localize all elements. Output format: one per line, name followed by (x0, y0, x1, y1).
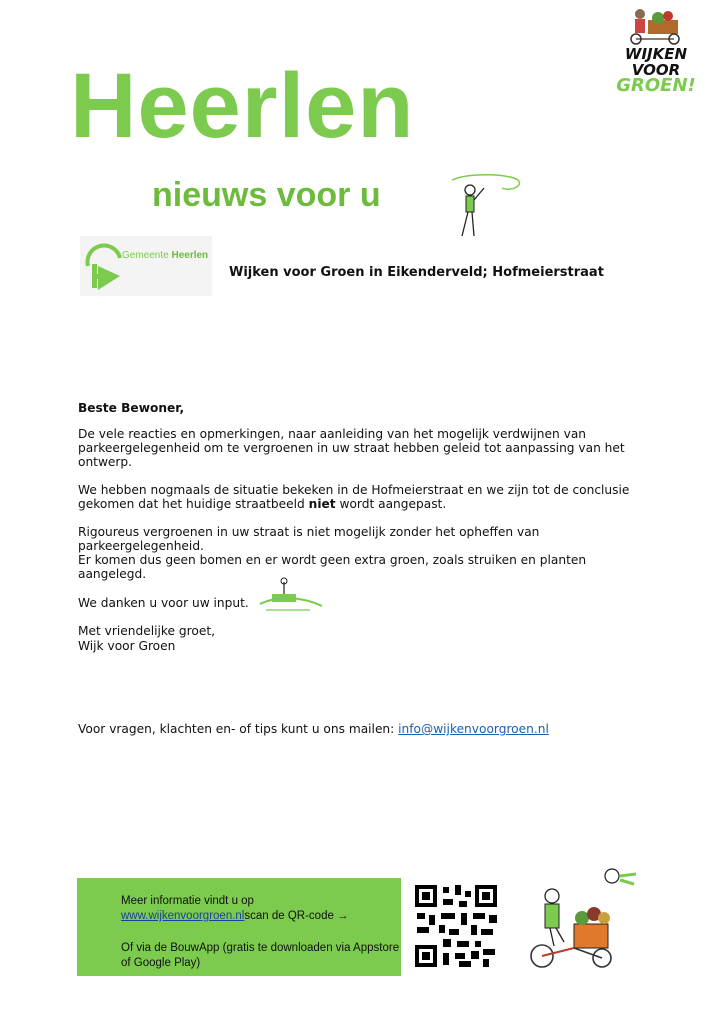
municipality-prefix: Gemeente (122, 250, 169, 261)
page-subtitle: nieuws voor u (152, 176, 381, 214)
paragraph-2 (78, 483, 638, 511)
info-line-3: Of via de BouwApp (gratis te downloaden via Appstore of Google Play) (121, 942, 400, 969)
stick-figure-icon (440, 170, 530, 250)
paragraph-2-start: We hebben nogmaals de situatie bekeken in de Hofmeierstraat en we zijn tot de conclusie gekomen dat het huidige straatbeeld (78, 483, 630, 511)
website-link[interactable]: www.wijkenvoorgroen.nl (121, 910, 245, 922)
brand-line-3: GROEN! (616, 75, 696, 96)
contact-text: Voor vragen, klachten en- of tips kunt u ons mailen: (78, 722, 399, 736)
paragraph-5: We danken u voor uw input. (78, 596, 249, 610)
municipality-logo (80, 236, 212, 296)
municipality-emblem-icon (80, 236, 126, 296)
qr-instruction: scan de QR-code → (244, 910, 349, 922)
paragraph-1: De vele reacties en opmerkingen, naar aanleiding van het mogelijk verdwijnen van parkeergelegenheid om te vergroenen in uw straat hebben geleid tot aanpassing van het ontwerp. (78, 427, 625, 469)
cargo-bike-figure-icon (520, 862, 638, 972)
paragraph-3: Rigoureus vergroenen in uw straat is niet mogelijk zonder het opheffen van parkeergelegenheid. (78, 525, 540, 553)
contact-email-link[interactable]: info@wijkenvoorgroen.nl (398, 722, 549, 736)
closing: Met vriendelijke groet, (78, 624, 215, 638)
page-title: Heerlen (70, 55, 415, 157)
paragraph-2-end: wordt aangepast. (335, 497, 447, 511)
info-line-2 (121, 909, 401, 924)
info-line-1: Meer informatie vindt u op (121, 895, 254, 907)
sprout-icon (256, 576, 326, 616)
municipality-name: Heerlen (171, 250, 209, 261)
municipality-logo-text (122, 250, 208, 261)
signature: Wijk voor Groen (78, 639, 176, 653)
paragraph-2-bold: niet (308, 497, 336, 511)
brand-line-2: VOOR (631, 61, 681, 79)
brand-line-1: WIJKEN (624, 45, 688, 63)
salutation: Beste Bewoner, (78, 401, 185, 415)
qr-code-icon[interactable] (413, 883, 499, 969)
brand-logo-text (606, 46, 706, 94)
contact-line (78, 722, 638, 736)
paragraph-4: Er komen dus geen bomen en er wordt geen extra groen, zoals struiken en planten aangelegd. (78, 553, 587, 581)
document-heading: Wijken voor Groen in Eikenderveld; Hofmeierstraat (229, 265, 604, 280)
